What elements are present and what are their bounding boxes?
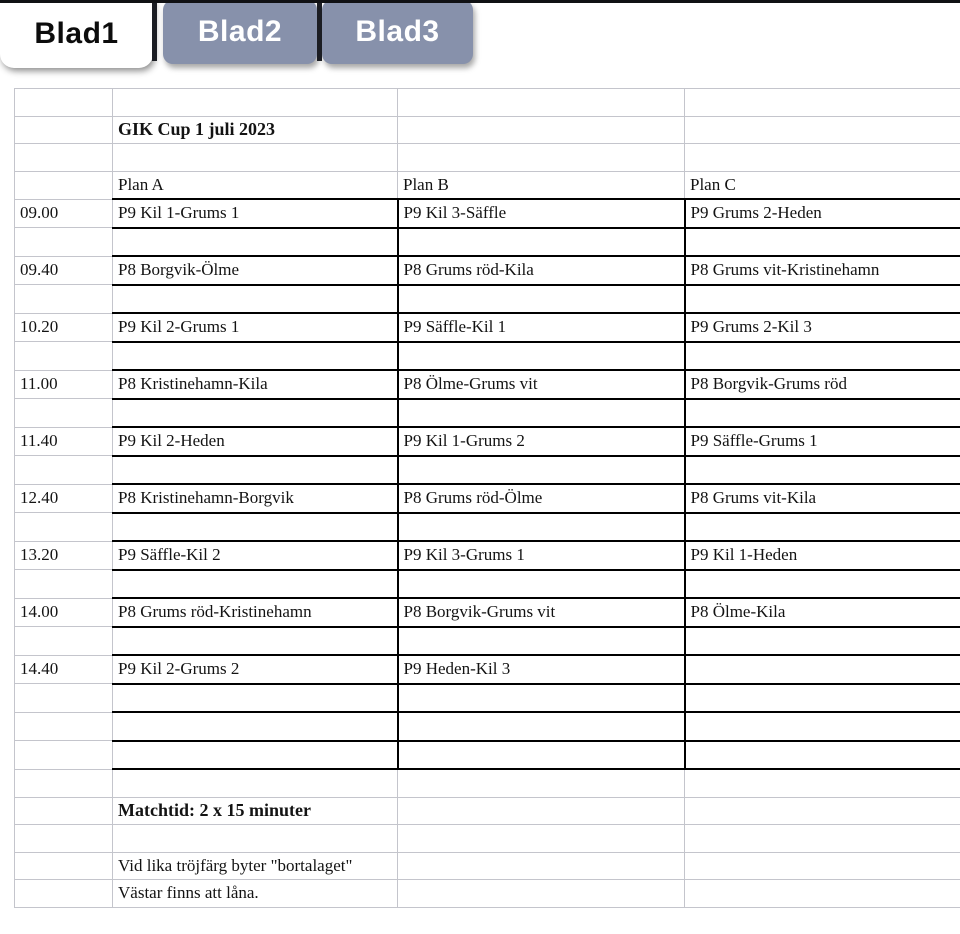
time-cell: 10.20 bbox=[15, 313, 113, 342]
time-cell: 12.40 bbox=[15, 484, 113, 513]
match-cell: P9 Säffle-Kil 2 bbox=[113, 541, 398, 570]
match-cell: P9 Heden-Kil 3 bbox=[398, 655, 685, 684]
sheet-row bbox=[15, 541, 960, 570]
match-cell: P8 Ölme-Grums vit bbox=[398, 370, 685, 399]
empty-cell bbox=[685, 712, 960, 741]
empty-cell bbox=[398, 89, 685, 117]
sheet-row bbox=[15, 89, 960, 117]
window-top-edge bbox=[0, 0, 960, 3]
empty-cell bbox=[398, 456, 685, 485]
empty-cell bbox=[685, 513, 960, 542]
sheet-row bbox=[15, 712, 960, 741]
plan-b-header: Plan B bbox=[398, 171, 685, 199]
match-cell: P9 Säffle-Grums 1 bbox=[685, 427, 960, 456]
empty-cell bbox=[685, 627, 960, 656]
empty-cell bbox=[113, 285, 398, 314]
time-cell: 13.20 bbox=[15, 541, 113, 570]
match-cell: P8 Grums röd-Kila bbox=[398, 256, 685, 285]
match-cell: P9 Säffle-Kil 1 bbox=[398, 313, 685, 342]
empty-cell bbox=[113, 342, 398, 371]
empty-cell bbox=[398, 228, 685, 257]
sheet-row bbox=[15, 484, 960, 513]
empty-cell bbox=[113, 627, 398, 656]
match-cell: P9 Kil 3-Säffle bbox=[398, 199, 685, 228]
empty-cell bbox=[113, 684, 398, 713]
match-cell: P8 Grums röd-Kristinehamn bbox=[113, 598, 398, 627]
time-cell: 11.00 bbox=[15, 370, 113, 399]
empty-cell bbox=[398, 712, 685, 741]
plan-a-header: Plan A bbox=[113, 171, 398, 199]
time-col-cell bbox=[15, 285, 113, 314]
empty-cell bbox=[113, 513, 398, 542]
time-col-cell bbox=[15, 797, 113, 825]
schedule-sheet bbox=[14, 88, 960, 908]
empty-cell bbox=[685, 741, 960, 770]
time-cell: 14.00 bbox=[15, 598, 113, 627]
empty-cell bbox=[685, 285, 960, 314]
empty-cell bbox=[685, 116, 960, 144]
empty-cell bbox=[685, 399, 960, 428]
match-cell: P9 Kil 2-Heden bbox=[113, 427, 398, 456]
sheet-row bbox=[15, 741, 960, 770]
note-jersey: Vid lika tröjfärg byter "bortalaget" bbox=[113, 852, 398, 880]
time-col-cell bbox=[15, 399, 113, 428]
match-cell: P9 Kil 2-Grums 2 bbox=[113, 655, 398, 684]
time-col-cell bbox=[15, 342, 113, 371]
time-cell: 11.40 bbox=[15, 427, 113, 456]
empty-cell bbox=[113, 769, 398, 797]
match-cell: P8 Grums vit-Kristinehamn bbox=[685, 256, 960, 285]
sheet-row bbox=[15, 370, 960, 399]
time-col-cell bbox=[15, 769, 113, 797]
empty-cell bbox=[398, 852, 685, 880]
empty-cell bbox=[398, 570, 685, 599]
time-col-cell bbox=[15, 852, 113, 880]
sheet-row bbox=[15, 399, 960, 428]
time-col-cell bbox=[15, 712, 113, 741]
match-cell: P9 Kil 1-Grums 2 bbox=[398, 427, 685, 456]
empty-cell bbox=[398, 399, 685, 428]
empty-cell bbox=[685, 570, 960, 599]
sheet-row bbox=[15, 684, 960, 713]
empty-cell bbox=[685, 880, 960, 908]
sheet-row bbox=[15, 655, 960, 684]
empty-cell bbox=[113, 456, 398, 485]
tab-blad3[interactable]: Blad3 bbox=[322, 0, 473, 64]
empty-cell bbox=[685, 852, 960, 880]
match-cell: P8 Borgvik-Ölme bbox=[113, 256, 398, 285]
empty-cell bbox=[685, 825, 960, 853]
sheet-row bbox=[15, 427, 960, 456]
empty-cell bbox=[398, 342, 685, 371]
time-col-cell bbox=[15, 825, 113, 853]
plan-c-header: Plan C bbox=[685, 171, 960, 199]
match-cell: P8 Grums röd-Ölme bbox=[398, 484, 685, 513]
sheet-row bbox=[15, 880, 960, 908]
sheet-row bbox=[15, 285, 960, 314]
match-cell: P8 Ölme-Kila bbox=[685, 598, 960, 627]
empty-cell bbox=[685, 342, 960, 371]
empty-cell bbox=[398, 825, 685, 853]
empty-cell bbox=[685, 684, 960, 713]
schedule-table-body bbox=[15, 89, 960, 908]
empty-cell bbox=[398, 285, 685, 314]
time-col-cell bbox=[15, 144, 113, 172]
time-col-cell bbox=[15, 456, 113, 485]
empty-cell bbox=[113, 825, 398, 853]
time-col-cell bbox=[15, 684, 113, 713]
time-col-cell bbox=[15, 89, 113, 117]
time-col-cell bbox=[15, 171, 113, 199]
time-col-cell bbox=[15, 627, 113, 656]
note-vests: Västar finns att låna. bbox=[113, 880, 398, 908]
empty-cell bbox=[113, 89, 398, 117]
empty-cell bbox=[685, 456, 960, 485]
sheet-row bbox=[15, 313, 960, 342]
empty-cell bbox=[398, 513, 685, 542]
sheet-row bbox=[15, 256, 960, 285]
empty-cell bbox=[685, 797, 960, 825]
sheet-row bbox=[15, 171, 960, 199]
sheet-row bbox=[15, 228, 960, 257]
time-col-cell bbox=[15, 228, 113, 257]
sheet-row bbox=[15, 852, 960, 880]
tab-blad2[interactable]: Blad2 bbox=[163, 0, 317, 64]
sheet-row bbox=[15, 570, 960, 599]
empty-cell bbox=[685, 228, 960, 257]
sheet-row bbox=[15, 627, 960, 656]
empty-cell bbox=[685, 769, 960, 797]
time-cell: 09.40 bbox=[15, 256, 113, 285]
match-cell: P9 Kil 1-Grums 1 bbox=[113, 199, 398, 228]
time-col-cell bbox=[15, 570, 113, 599]
empty-cell bbox=[113, 570, 398, 599]
empty-cell bbox=[398, 627, 685, 656]
time-col-cell bbox=[15, 741, 113, 770]
match-cell: P9 Grums 2-Kil 3 bbox=[685, 313, 960, 342]
sheet-row bbox=[15, 456, 960, 485]
time-col-cell bbox=[15, 116, 113, 144]
time-col-cell bbox=[15, 880, 113, 908]
time-cell: 09.00 bbox=[15, 199, 113, 228]
time-col-cell bbox=[15, 513, 113, 542]
sheet-title: GIK Cup 1 juli 2023 bbox=[113, 116, 398, 144]
tab-blad1[interactable]: Blad1 bbox=[0, 0, 153, 68]
sheet-row bbox=[15, 825, 960, 853]
match-cell: P9 Kil 3-Grums 1 bbox=[398, 541, 685, 570]
empty-cell bbox=[398, 797, 685, 825]
match-cell: P9 Grums 2-Heden bbox=[685, 199, 960, 228]
empty-cell bbox=[685, 655, 960, 684]
match-cell: P9 Kil 1-Heden bbox=[685, 541, 960, 570]
time-cell: 14.40 bbox=[15, 655, 113, 684]
sheet-row bbox=[15, 513, 960, 542]
match-cell: P8 Kristinehamn-Kila bbox=[113, 370, 398, 399]
sheet-row bbox=[15, 598, 960, 627]
tab-divider bbox=[317, 0, 322, 61]
empty-cell bbox=[113, 741, 398, 770]
schedule-table bbox=[14, 88, 960, 908]
empty-cell bbox=[685, 89, 960, 117]
empty-cell bbox=[113, 399, 398, 428]
sheet-row bbox=[15, 797, 960, 825]
sheet-row bbox=[15, 144, 960, 172]
sheet-row bbox=[15, 199, 960, 228]
empty-cell bbox=[398, 144, 685, 172]
sheet-row bbox=[15, 769, 960, 797]
empty-cell bbox=[398, 880, 685, 908]
empty-cell bbox=[398, 116, 685, 144]
match-cell: P8 Grums vit-Kila bbox=[685, 484, 960, 513]
empty-cell bbox=[113, 712, 398, 741]
note-matchtime: Matchtid: 2 x 15 minuter bbox=[113, 797, 398, 825]
match-cell: P8 Borgvik-Grums vit bbox=[398, 598, 685, 627]
match-cell: P8 Kristinehamn-Borgvik bbox=[113, 484, 398, 513]
empty-cell bbox=[685, 144, 960, 172]
empty-cell bbox=[398, 684, 685, 713]
empty-cell bbox=[113, 228, 398, 257]
sheet-row bbox=[15, 116, 960, 144]
empty-cell bbox=[398, 741, 685, 770]
match-cell: P8 Borgvik-Grums röd bbox=[685, 370, 960, 399]
sheet-row bbox=[15, 342, 960, 371]
tab-divider bbox=[152, 0, 157, 61]
empty-cell bbox=[113, 144, 398, 172]
empty-cell bbox=[398, 769, 685, 797]
match-cell: P9 Kil 2-Grums 1 bbox=[113, 313, 398, 342]
